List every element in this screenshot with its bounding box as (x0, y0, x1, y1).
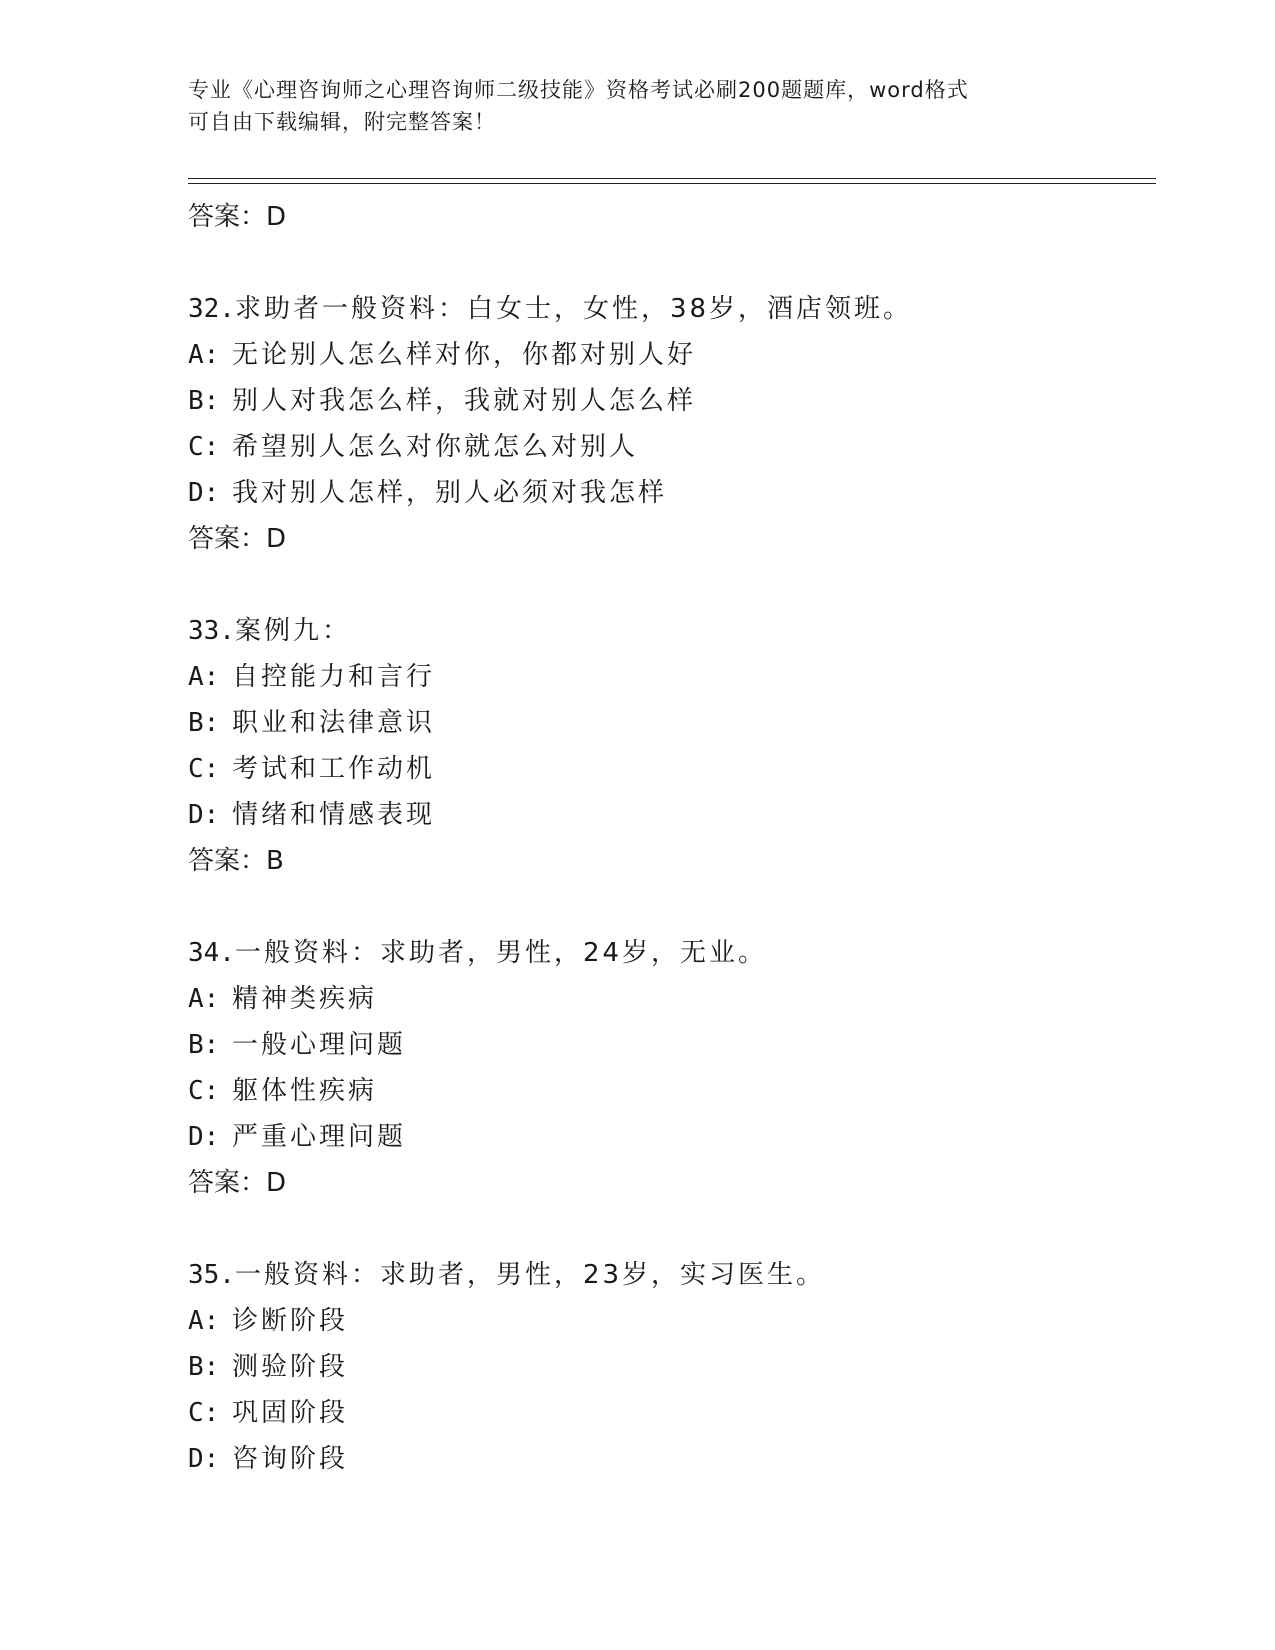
spacer (188, 240, 1148, 286)
option-text: 诊断阶段 (232, 1306, 349, 1336)
option-letter: D: (188, 800, 220, 830)
option-text: 希望别人怎么对你就怎么对别人 (232, 432, 639, 462)
spacer (188, 884, 1148, 930)
option-a (188, 1298, 1148, 1344)
option-letter: D: (188, 1444, 220, 1474)
option-letter: B: (188, 1030, 220, 1060)
option-text: 躯体性疾病 (232, 1076, 378, 1106)
spacer (188, 562, 1148, 608)
option-c (188, 1390, 1148, 1436)
option-d (188, 1114, 1148, 1160)
question-text: 一般资料：求助者，男性，24岁，无业。 (234, 938, 768, 968)
option-text: 我对别人怎样，别人必须对我怎样 (232, 478, 668, 508)
option-a (188, 976, 1148, 1022)
option-text: 考试和工作动机 (232, 754, 436, 784)
question-text: 一般资料：求助者，男性，23岁，实习医生。 (234, 1260, 826, 1290)
question-number: 32. (188, 294, 235, 324)
option-b (188, 1344, 1148, 1390)
question-list (188, 194, 1148, 1482)
option-d (188, 1436, 1148, 1482)
option-text: 测验阶段 (232, 1352, 349, 1382)
option-text: 无论别人怎么样对你，你都对别人好 (232, 340, 697, 370)
question-block (188, 1252, 1148, 1482)
option-b (188, 700, 1148, 746)
option-letter: A: (188, 662, 220, 692)
option-letter: D: (188, 1122, 220, 1152)
option-c (188, 1068, 1148, 1114)
answer-line: 答案：D (188, 524, 287, 554)
option-letter: C: (188, 754, 220, 784)
option-a (188, 332, 1148, 378)
option-letter: B: (188, 1352, 220, 1382)
header-divider-top (188, 178, 1156, 179)
question-number: 35. (188, 1260, 235, 1290)
option-c (188, 424, 1148, 470)
option-text: 职业和法律意识 (232, 708, 436, 738)
option-letter: A: (188, 984, 220, 1014)
option-b (188, 378, 1148, 424)
option-b (188, 1022, 1148, 1068)
option-a (188, 654, 1148, 700)
question-stem (188, 1252, 1148, 1298)
option-letter: D: (188, 478, 220, 508)
question-number: 33. (188, 616, 235, 646)
option-letter: A: (188, 1306, 220, 1336)
spacer (188, 1206, 1148, 1252)
option-letter: A: (188, 340, 220, 370)
question-stem (188, 930, 1148, 976)
option-d (188, 470, 1148, 516)
option-letter: C: (188, 432, 220, 462)
option-letter: B: (188, 708, 220, 738)
question-stem (188, 286, 1148, 332)
answer-line: 答案：B (188, 846, 284, 876)
question-text: 求助者一般资料：白女士，女性，38岁，酒店领班。 (234, 294, 913, 324)
header-line-2: 可自由下载编辑，附完整答案！ (188, 110, 496, 134)
option-text: 巩固阶段 (232, 1398, 349, 1428)
option-text: 严重心理问题 (232, 1122, 407, 1152)
option-text: 情绪和情感表现 (232, 800, 436, 830)
question-stem (188, 608, 1148, 654)
option-letter: C: (188, 1076, 220, 1106)
option-text: 自控能力和言行 (232, 662, 436, 692)
question-text: 案例九： (234, 616, 351, 646)
header-line-1: 专业《心理咨询师之心理咨询师二级技能》资格考试必刷200题题库，word格式 (188, 78, 969, 102)
option-letter: B: (188, 386, 220, 416)
document-header (188, 74, 1088, 138)
question-block (188, 930, 1148, 1206)
option-text: 一般心理问题 (232, 1030, 407, 1060)
option-text: 咨询阶段 (232, 1444, 349, 1474)
question-number: 34. (188, 938, 235, 968)
header-divider-bottom (188, 183, 1156, 184)
answer-line: 答案：D (188, 1168, 287, 1198)
previous-answer: 答案：D (188, 202, 287, 232)
question-block (188, 286, 1148, 562)
option-d (188, 792, 1148, 838)
option-c (188, 746, 1148, 792)
option-text: 精神类疾病 (232, 984, 378, 1014)
option-letter: C: (188, 1398, 220, 1428)
option-text: 别人对我怎么样，我就对别人怎么样 (232, 386, 697, 416)
question-block (188, 608, 1148, 884)
